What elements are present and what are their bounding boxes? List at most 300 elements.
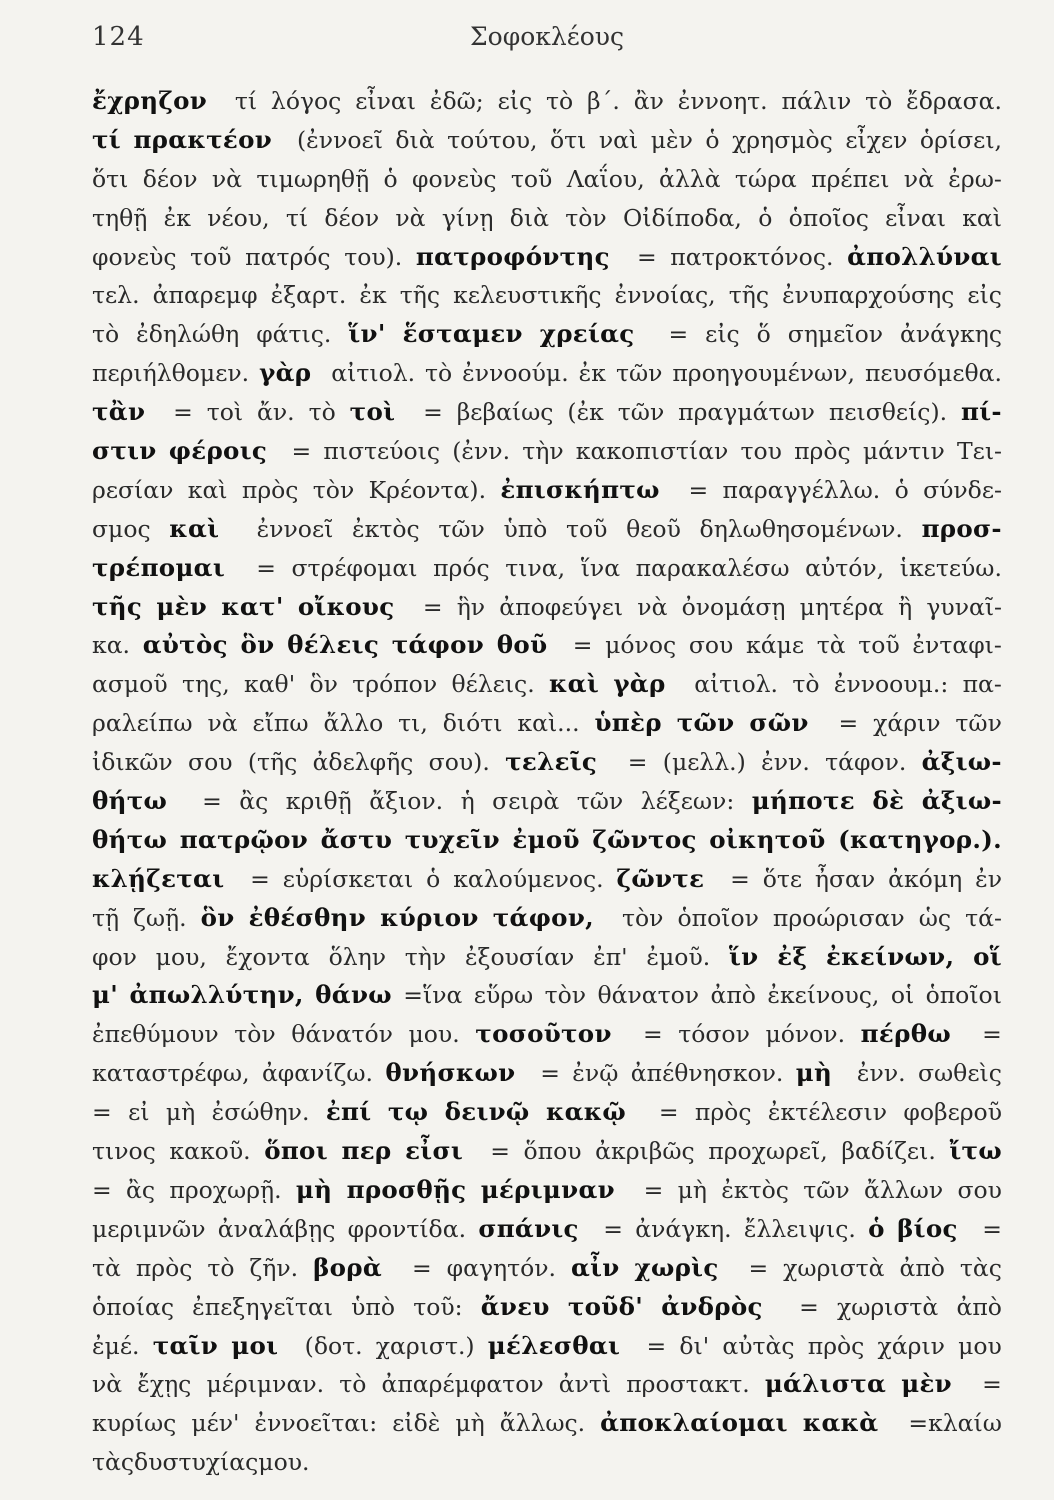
gloss-text: (τῆς [247, 748, 298, 777]
gloss-text: σου [688, 631, 734, 660]
gloss-text: σύνδε- [923, 475, 1002, 504]
text-line [92, 782, 1002, 821]
text-line [92, 121, 1002, 160]
gloss-text: εἰς [705, 320, 740, 349]
gloss-text: τῶν [576, 787, 624, 816]
lemma-term: μὴ [295, 1174, 333, 1204]
gloss-text: = [422, 592, 443, 621]
gloss-text: ἀπὸ [899, 1253, 945, 1282]
lemma-term: φέροις [168, 436, 268, 466]
gloss-text: = [490, 1137, 510, 1166]
gloss-text: ὅτε [762, 864, 803, 893]
lemma-term: προσθῇς [346, 1174, 467, 1204]
gloss-text: ἀπαρέμφατον [381, 1370, 544, 1399]
gloss-text: ναὶ [598, 125, 639, 154]
gloss-text: αὐτὰς [722, 1331, 795, 1360]
lemma-term: ἀξιω- [921, 786, 1002, 816]
gloss-text: μου. [258, 1448, 310, 1477]
commentary-text [92, 82, 1002, 1482]
lemma-term: εἶσι [405, 1136, 463, 1166]
gloss-text: πεισθείς). [828, 398, 948, 427]
gloss-text: ὅπου [523, 1137, 582, 1166]
lemma-term: προσ- [921, 513, 1002, 543]
gloss-text: = [643, 1175, 664, 1204]
gloss-text: ἐδῶ; [429, 87, 484, 115]
gloss-text: τὰς [92, 1448, 135, 1477]
text-line [92, 1365, 1002, 1404]
gloss-text: ἀνάγκης [899, 320, 1002, 349]
gloss-text: τί [285, 203, 309, 232]
gloss-text: παραγγέλλω. [722, 475, 881, 504]
gloss-text: νὰ [211, 164, 243, 193]
gloss-text: ἐπ' [593, 942, 628, 971]
gloss-text: πρὸς [807, 1331, 865, 1360]
gloss-text: ἐκτὸς [721, 1175, 789, 1204]
lemma-term: θάνω [315, 980, 392, 1010]
gloss-text: = [982, 1020, 1002, 1049]
text-line [92, 549, 1002, 588]
lemma-term: οἴκους [297, 591, 395, 621]
lemma-term: τοὶ [349, 397, 396, 427]
lemma-term: καὶ [169, 513, 220, 543]
gloss-text: ἐννοεῖται: [254, 1409, 378, 1438]
gloss-text: τὸ [865, 87, 893, 115]
lemma-term: τοσοῦτον [475, 1019, 612, 1049]
gloss-text: τῶν [617, 398, 665, 427]
gloss-text: = [668, 320, 689, 349]
gloss-text: θάνατον [597, 981, 700, 1010]
gloss-text: ἔδρασα. [906, 87, 1002, 115]
gloss-text: θεοῦ [626, 514, 681, 543]
gloss-text: χάριν [873, 709, 941, 738]
gloss-text: ἐννοούμ. [462, 359, 569, 388]
text-line [92, 1210, 1002, 1249]
gloss-text: χαριστ.) [375, 1331, 475, 1360]
gloss-text: = [411, 1253, 432, 1282]
gloss-text: Οἰδίποδα, [622, 203, 742, 232]
gloss-text: ἀποφεύγει [499, 592, 624, 621]
gloss-text: τινος [92, 1137, 156, 1166]
gloss-text: τιμωρηθῇ [256, 164, 370, 193]
text-line [92, 1404, 1002, 1443]
gloss-text: προώρισαν [772, 903, 905, 932]
gloss-text: φροντίδα. [347, 1214, 467, 1243]
lemma-term: τάφον, [492, 902, 594, 932]
gloss-text: τὸν [565, 203, 607, 232]
text-line [92, 354, 1002, 393]
gloss-text: τῶν [803, 1175, 850, 1204]
gloss-text: τι, [398, 709, 428, 738]
lemma-term: ζῶντε [616, 863, 705, 893]
gloss-text: = [799, 1292, 819, 1321]
text-line [92, 315, 1002, 354]
gloss-text: = [603, 1214, 623, 1243]
gloss-text: εὕρω [473, 981, 534, 1010]
text-line [92, 160, 1002, 199]
lemma-term: θήτω [92, 786, 168, 816]
gloss-text: =ἵνα [403, 981, 463, 1010]
text-line [92, 1443, 1002, 1482]
gloss-text: τελ. [92, 281, 140, 310]
text-line [92, 1132, 1002, 1171]
lemma-term: ἐπισκήπτω [500, 474, 660, 504]
lemma-term: αὐτὸς [142, 630, 228, 660]
gloss-text: διὰ [395, 125, 435, 154]
gloss-text: τὸ [792, 670, 820, 699]
lemma-term: πέρθω [860, 1019, 951, 1049]
gloss-text: ὑπὸ [503, 514, 548, 543]
gloss-text: ὅ [756, 320, 771, 349]
gloss-text: ἂν [633, 87, 664, 115]
gloss-text: Κρέοντα). [368, 475, 487, 504]
lemma-term: τυχεῖν [404, 824, 500, 854]
gloss-text: προχωρεῖ, [708, 1137, 828, 1166]
gloss-text: τῆς [399, 281, 441, 310]
gloss-text: τὸ [546, 87, 574, 115]
lemma-term: μὴ [795, 1058, 833, 1088]
gloss-text: ἀπαρεμφ [152, 281, 258, 310]
lemma-term: ἄνευ [480, 1291, 550, 1321]
gloss-text: τὸ [92, 320, 120, 349]
lemma-term: ἀπωλλύτην, [129, 980, 304, 1010]
text-line [92, 976, 1002, 1015]
lemma-term: ταῖν [152, 1330, 219, 1360]
gloss-text: τὸ [308, 398, 336, 427]
gloss-text: ραλείπω [92, 709, 193, 738]
gloss-text: ἀπὸ [710, 981, 756, 1010]
gloss-text: μόνος [605, 631, 677, 660]
lemma-term: κακὰ [802, 1408, 879, 1438]
gloss-text: σημεῖον [787, 320, 884, 349]
gloss-text: σειρὰ [492, 787, 560, 816]
gloss-text: σου [188, 748, 233, 777]
gloss-text: ἀλλὰ [659, 164, 721, 193]
lemma-term: ὃν [200, 902, 235, 932]
lemma-term: μήποτε [751, 786, 855, 816]
lemma-term: θέλεις [287, 630, 380, 660]
lemma-term: ἀποκλαίομαι [600, 1408, 788, 1438]
gloss-text: ἂς [126, 1175, 156, 1204]
gloss-text: τινα, [505, 553, 566, 582]
gloss-text: ρεσίαν [92, 475, 174, 504]
gloss-text: στρέφομαι [291, 553, 418, 582]
gloss-text: ἐξουσίαν [464, 942, 575, 971]
gloss-text: μητέρα [799, 592, 884, 621]
lemma-term: τῆς [92, 591, 143, 621]
gloss-text: διότι [442, 709, 503, 738]
gloss-text: = [92, 1098, 112, 1127]
gloss-text: νὰ [207, 709, 238, 738]
lemma-term: στιν [92, 436, 157, 466]
text-line [92, 1288, 1002, 1327]
lemma-term: ὑπὲρ [594, 708, 662, 738]
gloss-text: κελευστικῆς [453, 281, 602, 310]
gloss-text: σου [957, 1175, 1002, 1204]
text-line [92, 82, 1002, 121]
gloss-text: πρὸς [694, 1098, 752, 1127]
gloss-text: ἄλλων [864, 1175, 944, 1204]
gloss-text: νὰ [92, 1370, 123, 1399]
gloss-text: ἀκόμη [888, 864, 963, 893]
gloss-text: (ἐνν. [452, 437, 511, 466]
lemma-term: ἄστυ [320, 824, 393, 854]
gloss-text: γίνῃ [441, 203, 494, 232]
gloss-text: τὸν [234, 1020, 276, 1049]
gloss-text: = [688, 475, 709, 504]
gloss-text: τοὶ [206, 398, 244, 427]
gloss-text: νὰ [903, 164, 934, 193]
gloss-text: ὁποῖον [677, 903, 759, 932]
gloss-text: ἀντὶ [558, 1370, 612, 1399]
gloss-text: ἀναλάβῃς [217, 1214, 336, 1243]
gloss-text: ἰδικῶν [92, 748, 173, 777]
lemma-term: τελεῖς [505, 747, 598, 777]
gloss-text: = [256, 553, 276, 582]
gloss-text: = [636, 242, 657, 271]
gloss-text: τὸν [312, 475, 355, 504]
gloss-text: μου. [408, 1020, 460, 1049]
text-line [92, 821, 1002, 860]
gloss-text: τὰ [816, 631, 846, 660]
gloss-text: τὴν [522, 437, 564, 466]
gloss-text: φάτις. [256, 320, 332, 349]
lemma-term: πατρῷον [179, 824, 309, 854]
lemma-term: ἀνδρὸς [661, 1291, 763, 1321]
gloss-text: πα- [962, 670, 1002, 699]
lemma-term: μοι [231, 1330, 279, 1360]
gloss-text: εἰ [128, 1098, 150, 1127]
gloss-text: ἱκετεύω. [899, 553, 1002, 582]
gloss-text: τόσον [678, 1020, 750, 1049]
lemma-term: ὃν [240, 630, 275, 660]
gloss-text: ἐσώθην. [211, 1098, 310, 1127]
text-line [92, 899, 1002, 938]
gloss-text: εἰς [967, 281, 1002, 310]
lemma-term: χρείας [539, 319, 635, 349]
lemma-term: θήτω [92, 824, 168, 854]
gloss-text: ἄν. [257, 398, 295, 427]
gloss-text: ἐκείνους, [767, 981, 880, 1010]
gloss-text: ἐκτὸς [352, 514, 420, 543]
gloss-text: =κλαίω [908, 1409, 1002, 1438]
gloss-text: ὁποῖοι [925, 981, 1002, 1010]
lemma-term: ἕσταμεν [402, 319, 523, 349]
gloss-text: βαδίζει. [841, 1137, 936, 1166]
gloss-text: τοῦ: [413, 1292, 463, 1321]
gloss-text: ἀπὸ [956, 1292, 1002, 1321]
gloss-text: σωθεὶς [917, 1059, 1002, 1088]
gloss-text: θάνατόν [291, 1020, 393, 1049]
gloss-text: μάντιν [862, 437, 945, 466]
gloss-text: χωριστὰ [783, 1253, 885, 1282]
gloss-text: προηγουμένων, [672, 359, 855, 388]
gloss-text: πατρός [245, 242, 331, 271]
gloss-text: ἢ [898, 592, 913, 621]
gloss-text: ἡ [460, 787, 475, 816]
lemma-term: τοῦδ' [567, 1291, 644, 1321]
gloss-text: ὁ [894, 475, 909, 504]
gloss-text: ὁ [426, 864, 441, 893]
gloss-text: μου, [155, 942, 207, 971]
lemma-term: σῶν [749, 708, 809, 738]
lemma-term: χωρὶς [634, 1252, 719, 1282]
gloss-text: φον [92, 942, 137, 971]
lemma-term: μ' [92, 980, 119, 1010]
gloss-text: τί [234, 87, 258, 115]
lemma-term: ἵν' [348, 319, 386, 349]
lemma-term: πί- [961, 397, 1002, 427]
gloss-text: τῶν [438, 514, 485, 543]
gloss-text: τὸν [622, 903, 664, 932]
gloss-text: μέριμναν. [206, 1370, 325, 1399]
lemma-term: τάφον [391, 630, 485, 660]
gloss-text: ἐνῷ [572, 1059, 619, 1088]
gloss-text: ἐνταφι- [912, 631, 1002, 660]
gloss-text: τάφον. [825, 748, 907, 777]
gloss-text: = [646, 1331, 667, 1360]
gloss-text: ἀπέθνησκον. [630, 1059, 784, 1088]
gloss-text: καὶ [962, 203, 1002, 232]
gloss-text: αὐτόν, [805, 553, 885, 582]
gloss-text: = [982, 1214, 1002, 1243]
gloss-text: (ἐκ [567, 398, 604, 427]
gloss-text: = [642, 1020, 663, 1049]
gloss-text: ἔλλειψις. [743, 1214, 856, 1243]
gloss-text: φονεὺς [92, 242, 177, 271]
gloss-text: ἐπεξηγεῖται [192, 1292, 333, 1321]
gloss-text: προστακτ. [626, 1370, 750, 1399]
gloss-text: τούτου, [447, 125, 538, 154]
gloss-text: εἶχεν [845, 125, 908, 154]
gloss-text: μὴ [165, 1098, 196, 1127]
gloss-text: ἐννοουμ.: [833, 670, 949, 699]
text-line [92, 588, 1002, 627]
lemma-term: (κατηγορ.). [838, 824, 1002, 854]
gloss-text: = [423, 398, 443, 427]
gloss-text: σου). [428, 748, 490, 777]
gloss-text: τώρα [734, 164, 797, 193]
gloss-text: νὰ [395, 203, 426, 232]
gloss-text: μόνον. [765, 1020, 846, 1049]
gloss-text: ζῆν. [249, 1253, 299, 1282]
lemma-term: ἐθέσθην [248, 902, 367, 932]
text-line [92, 1171, 1002, 1210]
gloss-text: βεβαίως [456, 398, 554, 427]
gloss-text: τοῦ [858, 631, 900, 660]
gloss-text: ἵνα [580, 553, 621, 582]
lemma-term: βίος [897, 1213, 958, 1243]
lemma-term: ἀξιω- [921, 747, 1002, 777]
gloss-text: πρὸς [794, 437, 851, 466]
lemma-term: θοῦ [496, 630, 548, 660]
gloss-text: τὸ [425, 359, 453, 388]
lemma-term: βορὰ [313, 1252, 383, 1282]
gloss-text: μέν' [191, 1409, 240, 1438]
page-header [0, 22, 1054, 62]
gloss-text: δυστυχίας [134, 1448, 259, 1477]
gloss-text: ἐρω- [948, 164, 1002, 193]
gloss-text: ἄλλως. [499, 1409, 586, 1438]
gloss-text: ὁ [705, 125, 720, 154]
gloss-text: καλούμενος. [453, 864, 604, 893]
gloss-text: = [250, 864, 270, 893]
gloss-text: ὁποίας [92, 1292, 174, 1321]
gloss-text: ὅλην [328, 942, 386, 971]
gloss-text: γυναῖ- [926, 592, 1002, 621]
lemma-term: μὲν [156, 591, 208, 621]
gloss-text: = [291, 437, 312, 466]
text-line [92, 665, 1002, 704]
gloss-text: δηλωθησομένων. [699, 514, 903, 543]
gloss-text: χάριν [877, 1331, 945, 1360]
gloss-text: ὑπὸ [351, 1292, 396, 1321]
gloss-text: ἄξιον. [369, 787, 444, 816]
gloss-text: = [838, 709, 859, 738]
gloss-text: πρός [433, 553, 490, 582]
gloss-text: ἄλλο [323, 709, 384, 738]
gloss-text: πρέπει [811, 164, 890, 193]
gloss-text: εἶναι [355, 87, 416, 115]
gloss-text: σμος [92, 514, 151, 543]
gloss-text: Λαΐου, [566, 164, 645, 193]
gloss-text: δέον [142, 164, 198, 193]
gloss-text: ὃν [309, 670, 338, 699]
text-line [92, 510, 1002, 549]
gloss-text: ἐκ [578, 359, 606, 388]
gloss-text: ἐκ [163, 203, 191, 232]
lemma-term: ἔχρηζον [92, 86, 208, 115]
gloss-text: ἐνυπαρχούσης [782, 281, 955, 310]
lemma-term: καὶ [549, 669, 599, 699]
gloss-text: ἔχῃς [137, 1370, 192, 1399]
running-title: Σοφοκλέους [470, 22, 624, 51]
lemma-term: περ [341, 1136, 392, 1166]
gloss-text: = [92, 1175, 112, 1204]
gloss-text: καθ' [244, 670, 296, 699]
lemma-term: μάλιστα [764, 1369, 887, 1399]
gloss-text: τὸ [339, 1370, 367, 1399]
gloss-text: μου [958, 1331, 1002, 1360]
lemma-term: ζῶντος [592, 824, 697, 854]
gloss-text: πευσόμεθα. [864, 359, 1002, 388]
gloss-text: πρὸς [135, 1253, 193, 1282]
lemma-term: γὰρ [259, 358, 312, 388]
gloss-text: ἐμέ. [92, 1331, 140, 1360]
lemma-term: οἵ [973, 941, 1002, 971]
lemma-term: τρέπομαι [92, 552, 225, 582]
gloss-text: εἴπω [252, 709, 309, 738]
gloss-text: = [748, 1253, 769, 1282]
lemma-term: ἐμοῦ [512, 824, 580, 854]
lemma-term: πρακτέον [133, 124, 273, 154]
gloss-text: καὶ [187, 475, 228, 504]
gloss-text: προχωρῇ. [169, 1175, 282, 1204]
text-line [92, 860, 1002, 899]
gloss-text: = [730, 864, 750, 893]
gloss-text: ὁ [383, 164, 398, 193]
gloss-text: πραγμάτων [678, 398, 815, 427]
lemma-term: οἰκητοῦ [709, 824, 826, 854]
gloss-text: αἰτιολ. [694, 670, 779, 699]
gloss-text: θέλεις. [451, 670, 535, 699]
text-line [92, 1327, 1002, 1366]
gloss-text: δι' [679, 1331, 710, 1360]
gloss-text: ὡς [918, 903, 952, 932]
lemma-term: μέριμναν [480, 1174, 615, 1204]
lemma-term: πατροφόντης [415, 241, 610, 271]
lemma-term: ὁ [868, 1213, 885, 1243]
gloss-text: ἐννοίας, [614, 281, 716, 310]
